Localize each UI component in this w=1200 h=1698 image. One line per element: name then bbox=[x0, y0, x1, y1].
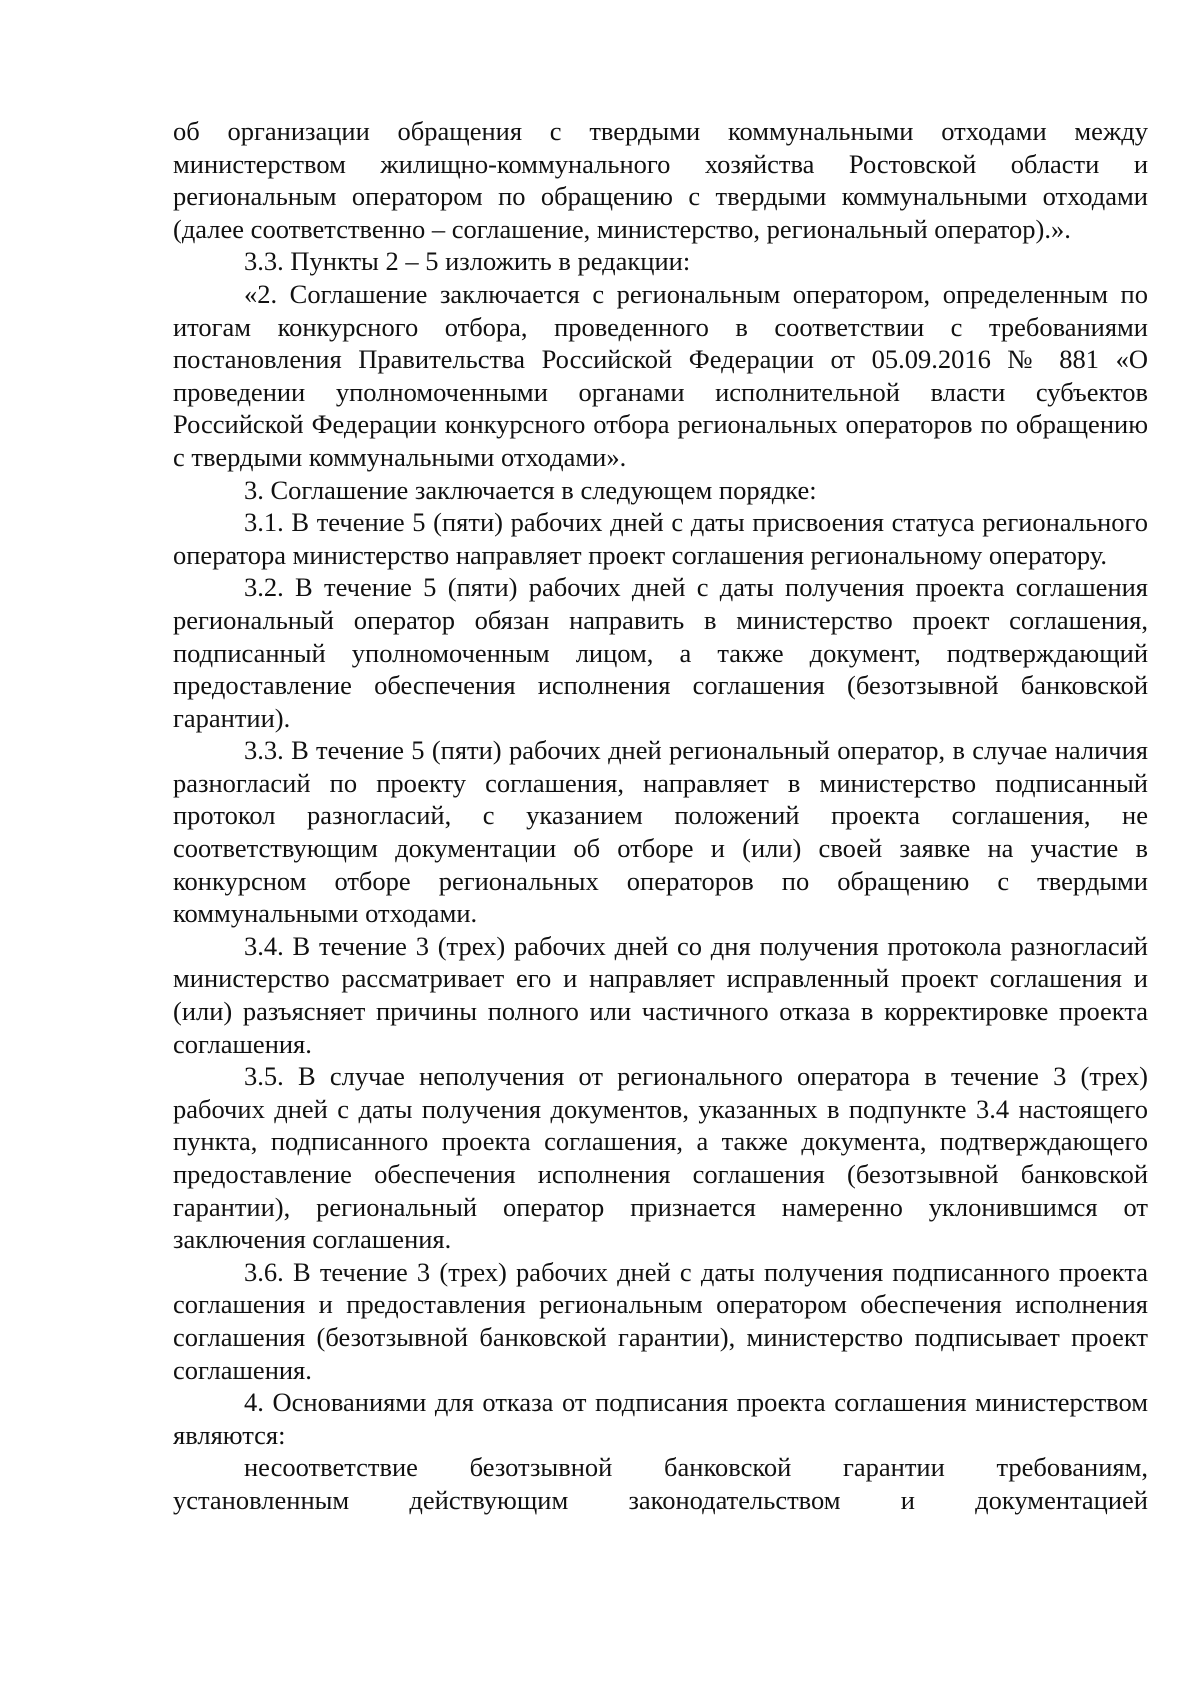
paragraph-3-3: 3.3. В течение 5 (пяти) рабочих дней региональный оператор, в случае наличия разногласий по проекту соглашения, направляет в министерство подписанный протокол разногласий, с указанием положений проекта соглашения, не соответствующим документации об отборе и (или) своей заявке на участие в конкурсном отборе региональных операторов по обращению с твердыми коммунальными отходами. bbox=[173, 735, 1148, 929]
paragraph-3-2: 3.2. В течение 5 (пяти) рабочих дней с даты получения проекта соглашения региональный оператор обязан направить в министерство проект соглашения, подписанный уполномоченным лицом, а также документ, подтверждающий предоставление обеспечения исполнения соглашения (безотзывной банковской гарантии). bbox=[173, 572, 1148, 733]
paragraph-3-1: 3.1. В течение 5 (пяти) рабочих дней с даты присвоения статуса регионального оператора министерство направляет проект соглашения региональному оператору. bbox=[173, 507, 1148, 570]
paragraph-4: 4. Основаниями для отказа от подписания проекта соглашения министерством являются: bbox=[173, 1387, 1148, 1450]
document-body bbox=[173, 115, 1148, 1517]
paragraph-3: 3. Соглашение заключается в следующем порядке: bbox=[244, 474, 817, 505]
paragraph-3-5: 3.5. В случае неполучения от регионального оператора в течение 3 (трех) рабочих дней с даты получения документов, указанных в подпункте 3.4 настоящего пункта, подписанного проекта соглашения, а также документа, подтверждающего предоставление обеспечения исполнения соглашения (безотзывной банковской гарантии), региональный оператор признается намеренно уклонившимся от заключения соглашения. bbox=[173, 1061, 1148, 1255]
paragraph-2: «2. Соглашение заключается с региональным оператором, определенным по итогам конкурсного отбора, проведенного в соответствии с требованиями постановления Правительства Российской Федерации от 05.09.2016 № 881 «О проведении уполномоченными органами исполнительной власти субъектов Российской Федерации конкурсного отбора региональных операторов по обращению с твердыми коммунальными отходами». bbox=[173, 278, 1148, 472]
paragraph-continuation: об организации обращения с твердыми коммунальными отходами между министерством жилищно-коммунального хозяйства Ростовской области и региональным оператором по обращению с твердыми коммунальными отходами (далее соответственно – соглашение, министерство, региональный оператор).». bbox=[173, 116, 1148, 244]
paragraph-3-6: 3.6. В течение 3 (трех) рабочих дней с даты получения подписанного проекта соглашения и предоставления региональным оператором обеспечения исполнения соглашения (безотзывной банковской гарантии), министерство подписывает проект соглашения. bbox=[173, 1256, 1148, 1385]
paragraph-4-item: несоответствие безотзывной банковской гарантии требованиям, установленным действующим законодательством и документацией bbox=[173, 1452, 1148, 1515]
paragraph-3-3-heading: 3.3. Пункты 2 – 5 изложить в редакции: bbox=[244, 246, 691, 277]
paragraph-3-4: 3.4. В течение 3 (трех) рабочих дней со дня получения протокола разногласий министерство рассматривает его и направляет исправленный проект соглашения и (или) разъясняет причины полного или частичного отказа в корректировке проекта соглашения. bbox=[173, 930, 1148, 1059]
